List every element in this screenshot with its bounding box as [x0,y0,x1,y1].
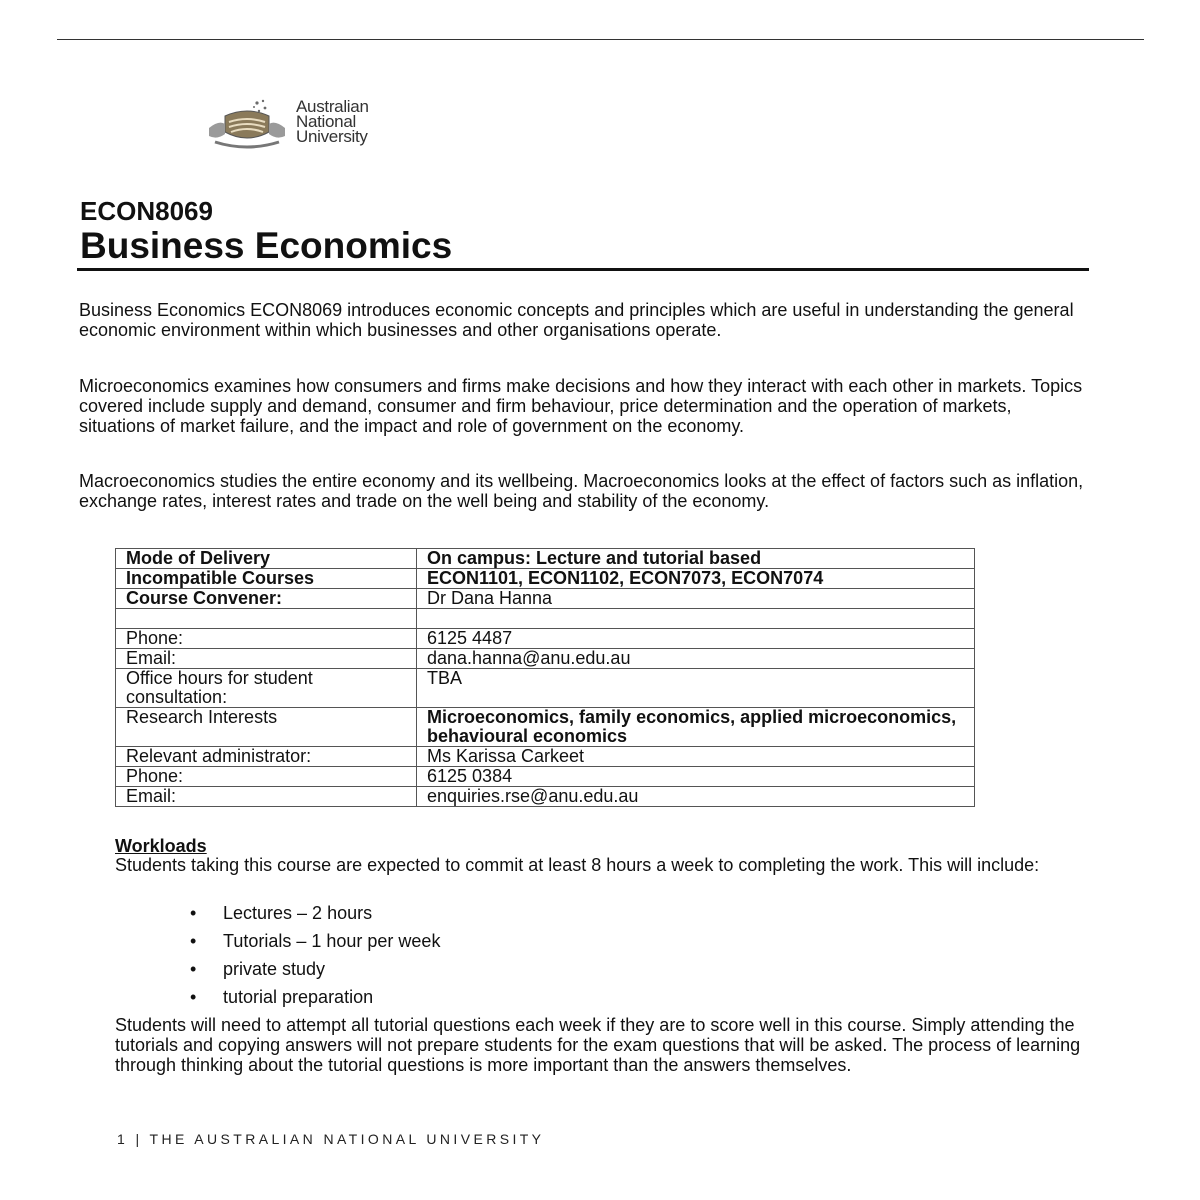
table-value-email-link[interactable]: enquiries.rse@anu.edu.au [417,787,975,807]
intro-paragraph: Business Economics ECON8069 introduces economic concepts and principles which are useful in understanding the general economic environment within which businesses and other organisations operate. [79,300,1074,340]
logo-line: University [296,127,368,146]
anu-crest-icon [205,98,290,150]
bullet-icon: • [190,959,197,979]
table-value: Dr Dana Hanna [417,589,975,609]
course-info-table [115,548,975,807]
table-row [116,629,975,649]
table-row [116,708,975,747]
table-label: Office hours for student consultation: [116,669,417,708]
table-label: Relevant administrator: [116,747,417,767]
table-value: 6125 4487 [417,629,975,649]
table-value: Ms Karissa Carkeet [417,747,975,767]
intro-paragraph: Macroeconomics studies the entire economy and its wellbeing. Macroeconomics looks at the effect of factors such as inflation, exchange rates, interest rates and trade on the well being and stability of the economy. [79,471,1084,511]
top-rule [57,39,1144,40]
table-value-email-link[interactable]: dana.hanna@anu.edu.au [417,649,975,669]
workload-list [115,902,440,1014]
title-rule [77,268,1089,271]
logo-line: Australian [296,97,369,116]
table-row [116,649,975,669]
table-row [116,787,975,807]
table-label: Email: [116,649,417,669]
table-row [116,549,975,569]
table-row [116,747,975,767]
workloads-heading: Workloads [115,836,207,856]
list-item [115,902,440,930]
table-label [116,609,417,629]
table-label: Phone: [116,629,417,649]
intro-paragraph: Microeconomics examines how consumers and firms make decisions and how they interact with each other in markets. Topics covered include supply and demand, consumer and firm behaviour, price determination and the operation of markets, situations of market failure, and the impact and role of government on the economy. [79,376,1083,436]
table-value: ECON1101, ECON1102, ECON7073, ECON7074 [417,569,975,589]
bullet-icon: • [190,931,197,951]
logo-line: National [296,112,356,131]
table-label: Mode of Delivery [116,549,417,569]
workloads-intro: Students taking this course are expected to commit at least 8 hours a week to completing the work. This will include: [115,855,1040,875]
bullet-icon: • [190,987,197,1007]
list-item-text: private study [223,959,326,979]
table-value: TBA [417,669,975,708]
list-item [115,986,440,1014]
anu-logo [205,98,405,153]
list-item-text: Tutorials – 1 hour per week [223,931,441,951]
table-label: Phone: [116,767,417,787]
table-value [417,609,975,629]
table-value: 6125 0384 [417,767,975,787]
workloads-closing: Students will need to attempt all tutorial questions each week if they are to score well in this course. Simply attending the tutorials and copying answers will not prepare students for the exam questions that will be asked. The process of learning through thinking about the tutorial questions is more important than the answers themselves. [115,1015,1081,1075]
table-row [116,609,975,629]
list-item [115,958,440,986]
table-row [116,569,975,589]
list-item-text: Lectures – 2 hours [223,903,373,923]
table-value: On campus: Lecture and tutorial based [417,549,975,569]
bullet-icon: • [190,903,197,923]
course-code: ECON8069 [80,196,213,226]
table-row [116,589,975,609]
table-label: Research Interests [116,708,417,747]
list-item-text: tutorial preparation [223,987,374,1007]
list-item [115,930,440,958]
table-label: Incompatible Courses [116,569,417,589]
page-footer: 1 | THE AUSTRALIAN NATIONAL UNIVERSITY [117,1131,545,1147]
table-label: Course Convener: [116,589,417,609]
table-row [116,669,975,708]
table-row [116,767,975,787]
table-value: Microeconomics, family economics, applied microeconomics, behavioural economics [417,708,975,747]
table-label: Email: [116,787,417,807]
course-title: Business Economics [80,225,453,266]
